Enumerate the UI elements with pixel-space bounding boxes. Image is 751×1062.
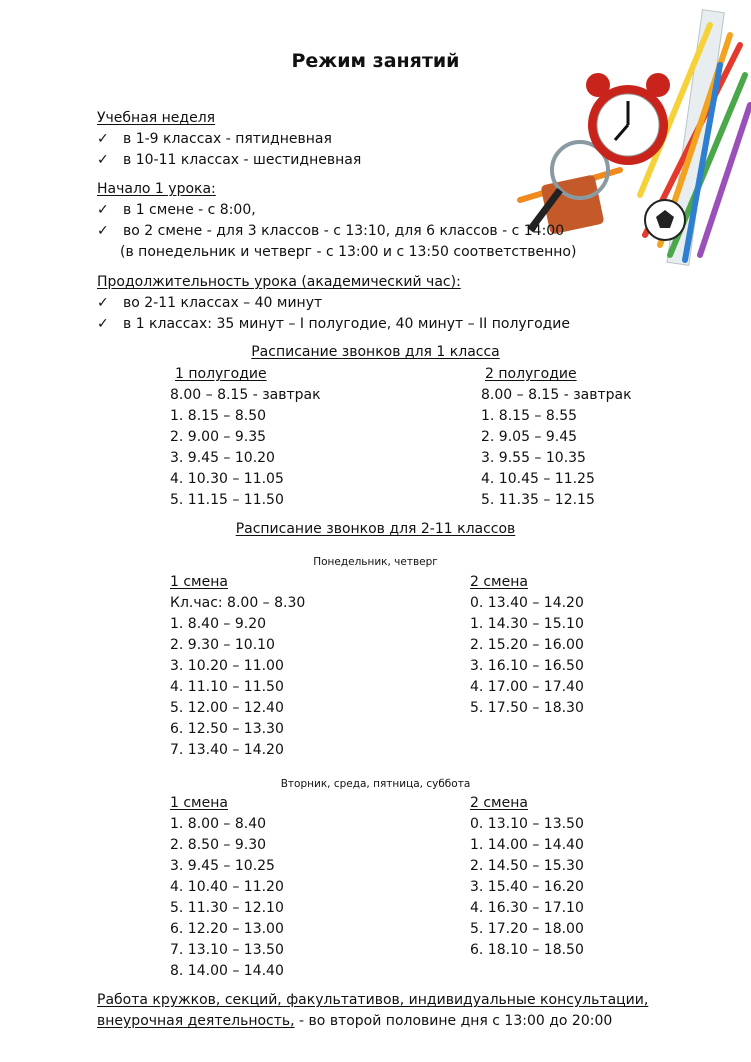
schedule-row: 4. 11.10 – 11.50 [170, 679, 284, 695]
list-item: ✓ в 1-9 классах - пятидневная [97, 129, 361, 150]
schedule-row: 8.00 – 8.15 - завтрак [170, 387, 321, 403]
schedule-row: 1. 14.30 – 15.10 [470, 616, 584, 632]
week-section [97, 108, 361, 171]
tue-sat-label: Вторник, среда, пятница, суббота [280, 778, 471, 790]
column-heading: 2 полугодие [485, 366, 577, 382]
schedule-row: 5. 17.50 – 18.30 [470, 700, 584, 716]
schedule-row: 2. 9.00 – 9.35 [170, 429, 267, 445]
schedule-rows [481, 385, 632, 511]
schedule-rows [170, 385, 321, 511]
check-icon: ✓ [97, 131, 109, 147]
duration-heading: Продолжительность урока (академический час): [97, 274, 461, 290]
schedule-rows [470, 814, 584, 961]
schedule-row: 2. 8.50 – 9.30 [170, 837, 267, 853]
schedule-row: 5. 12.00 – 12.40 [170, 700, 284, 716]
grade1-heading: Расписание звонков для 1 класса [251, 344, 500, 360]
schedule-row: 1. 14.00 – 14.40 [470, 837, 584, 853]
footer-line1: Работа кружков, секций, факультативов, индивидуальные консультации, [97, 992, 649, 1008]
list-item: ✓ во 2 смене - для 3 классов - с 13:10, для 6 классов - с 14:00 [97, 221, 576, 242]
schedule-row: 2. 9.30 – 10.10 [170, 637, 275, 653]
schedule-row: 1. 8.15 – 8.55 [481, 408, 578, 424]
check-icon: ✓ [97, 295, 109, 311]
check-icon: ✓ [97, 223, 109, 239]
schedule-row: 2. 15.20 – 16.00 [470, 637, 584, 653]
schedule-row: 3. 10.20 – 11.00 [170, 658, 284, 674]
footer-line2-rest: - во второй половине дня с 13:00 до 20:00 [294, 1013, 613, 1029]
list-item: ✓ в 1 классах: 35 минут – I полугодие, 40 минут – II полугодие [97, 314, 570, 335]
schedule-row: 1. 8.15 – 8.50 [170, 408, 267, 424]
duration-section [97, 272, 570, 335]
mon-thu-shift1 [170, 572, 305, 761]
schedule-rows [170, 814, 284, 982]
grade1-half2 [481, 364, 632, 511]
start-note: (в понедельник и четверг - с 13:00 и с 13:50 соответственно) [120, 244, 577, 260]
schedule-row: 5. 17.20 – 18.00 [470, 921, 584, 937]
schedule-row: 1. 8.40 – 9.20 [170, 616, 267, 632]
schedule-row: 6. 12.20 – 13.00 [170, 921, 284, 937]
schedule-row: 5. 11.30 – 12.10 [170, 900, 284, 916]
column-heading: 2 смена [470, 795, 528, 811]
mon-thu-label: Понедельник, четверг [313, 556, 438, 568]
schedule-row: 7. 13.40 – 14.20 [170, 742, 284, 758]
tue-sat-shift1 [170, 793, 284, 982]
schedule-row: 2. 14.50 – 15.30 [470, 858, 584, 874]
schedule-rows [470, 593, 584, 719]
schedule-row: 4. 17.00 – 17.40 [470, 679, 584, 695]
schedule-row: 3. 15.40 – 16.20 [470, 879, 584, 895]
schedule-row: 4. 10.45 – 11.25 [481, 471, 595, 487]
list-item: ✓ в 10-11 классах - шестидневная [97, 150, 361, 171]
grades2-11-heading: Расписание звонков для 2-11 классов [235, 521, 516, 537]
schedule-row: 0. 13.10 – 13.50 [470, 816, 584, 832]
grade1-half1 [170, 364, 321, 511]
schedule-row: 8.00 – 8.15 - завтрак [481, 387, 632, 403]
schedule-row: 4. 10.30 – 11.05 [170, 471, 284, 487]
check-icon: ✓ [97, 316, 109, 332]
schedule-rows [170, 593, 305, 761]
mon-thu-shift2 [470, 572, 584, 719]
column-heading: 2 смена [470, 574, 528, 590]
footer-line2-underlined: внеурочная деятельность, [97, 1013, 295, 1029]
schedule-row: 4. 10.40 – 11.20 [170, 879, 284, 895]
column-heading: 1 смена [170, 795, 228, 811]
schedule-row: Кл.час: 8.00 – 8.30 [170, 595, 306, 611]
schedule-row: 3. 9.45 – 10.20 [170, 450, 275, 466]
schedule-row: 2. 9.05 – 9.45 [481, 429, 578, 445]
tue-sat-shift2 [470, 793, 584, 961]
schedule-row: 5. 11.35 – 12.15 [481, 492, 595, 508]
list-item: ✓ в 1 смене - с 8:00, [97, 200, 576, 221]
page-title: Режим занятий [291, 50, 460, 72]
schedule-row: 8. 14.00 – 14.40 [170, 963, 284, 979]
schedule-row: 7. 13.10 – 13.50 [170, 942, 284, 958]
schedule-row: 1. 8.00 – 8.40 [170, 816, 267, 832]
schedule-row: 3. 9.55 – 10.35 [481, 450, 586, 466]
schedule-row: 6. 18.10 – 18.50 [470, 942, 584, 958]
week-heading: Учебная неделя [97, 110, 216, 126]
check-icon: ✓ [97, 152, 109, 168]
start-heading: Начало 1 урока: [97, 181, 216, 197]
list-item: ✓ во 2-11 классах – 40 минут [97, 293, 570, 314]
column-heading: 1 полугодие [175, 366, 267, 382]
column-heading: 1 смена [170, 574, 228, 590]
start-section [97, 179, 576, 263]
schedule-row: 5. 11.15 – 11.50 [170, 492, 284, 508]
schedule-row: 4. 16.30 – 17.10 [470, 900, 584, 916]
schedule-row: 6. 12.50 – 13.30 [170, 721, 284, 737]
extracurricular-note [97, 990, 648, 1032]
schedule-row: 0. 13.40 – 14.20 [470, 595, 584, 611]
schedule-row: 3. 9.45 – 10.25 [170, 858, 275, 874]
check-icon: ✓ [97, 202, 109, 218]
schedule-row: 3. 16.10 – 16.50 [470, 658, 584, 674]
